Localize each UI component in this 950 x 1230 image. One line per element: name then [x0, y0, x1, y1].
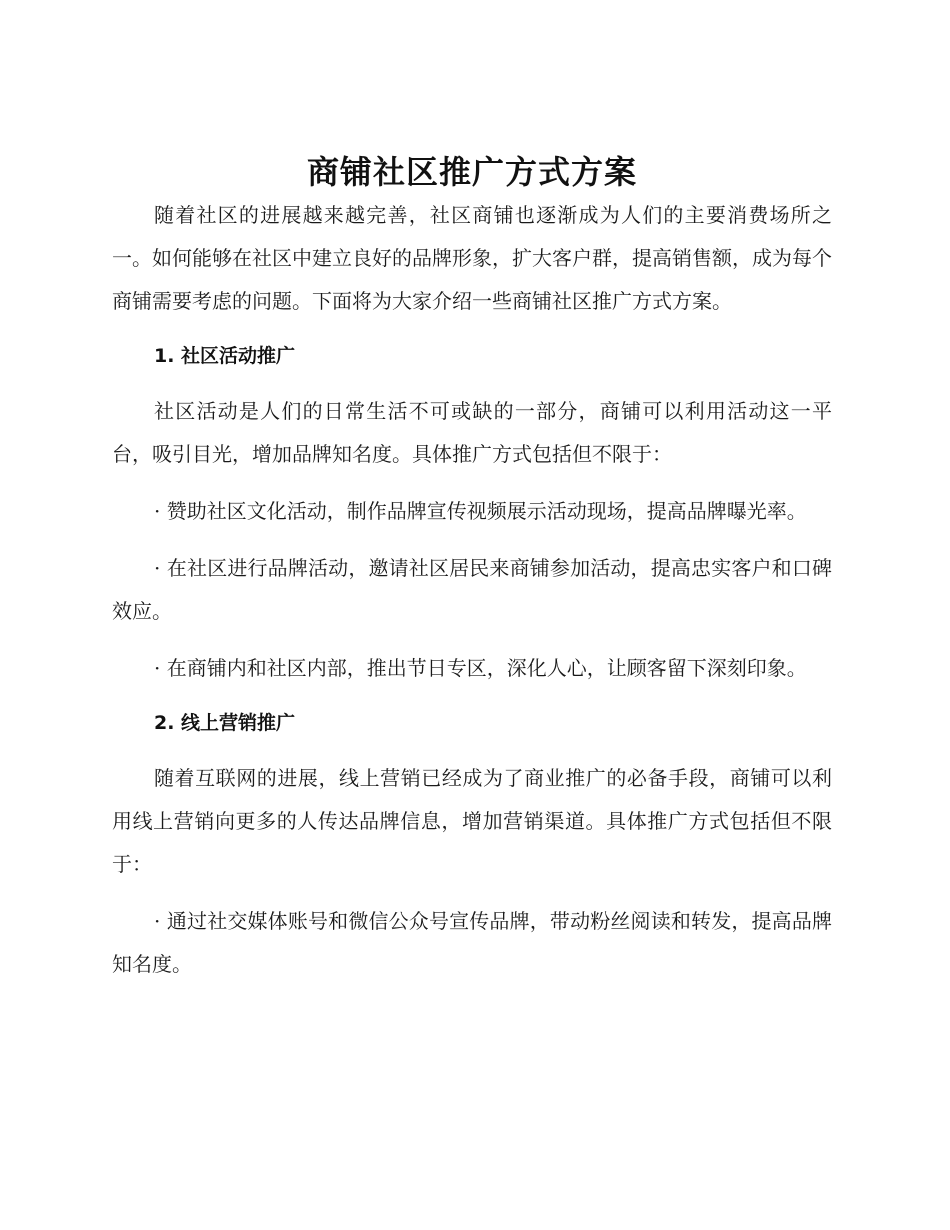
spacer — [112, 690, 832, 702]
spacer — [112, 886, 832, 900]
spacer — [112, 378, 832, 390]
spacer — [112, 476, 832, 490]
section-paragraph: 社区活动是人们的日常生活不可或缺的一部分，商铺可以利用活动这一平台，吸引目光，增加品牌知名度。具体推广方式包括但不限于： — [112, 399, 832, 466]
spacer — [112, 323, 832, 335]
section-paragraph: 随着互联网的进展，线上营销已经成为了商业推广的必备手段，商铺可以利用线上营销向更多的人传达品牌信息，增加营销渠道。具体推广方式包括但不限于： — [112, 766, 832, 876]
section-heading-community-activities: 1. 社区活动推广 — [154, 345, 296, 367]
spacer — [112, 633, 832, 647]
bullet-item: · 在商铺内和社区内部，推出节日专区，深化人心，让顾客留下深刻印象。 — [154, 656, 807, 680]
document-body — [112, 150, 832, 986]
intro-paragraph: 随着社区的进展越来越完善，社区商铺也逐渐成为人们的主要消费场所之一。如何能够在社区中建立良好的品牌形象，扩大客户群，提高销售额，成为每个商铺需要考虑的问题。下面将为大家介绍一些商铺社区推广方式方案。 — [112, 203, 832, 313]
bullet-item: · 在社区进行品牌活动，邀请社区居民来商铺参加活动，提高忠实客户和口碑效应。 — [112, 556, 832, 623]
spacer — [112, 745, 832, 757]
bullet-item: · 赞助社区文化活动，制作品牌宣传视频展示活动现场，提高品牌曝光率。 — [154, 499, 807, 523]
spacer — [112, 533, 832, 547]
bullet-item: · 通过社交媒体账号和微信公众号宣传品牌，带动粉丝阅读和转发，提高品牌知名度。 — [112, 909, 832, 976]
document-title: 商铺社区推广方式方案 — [306, 153, 637, 191]
section-heading-online-marketing: 2. 线上营销推广 — [154, 712, 296, 734]
